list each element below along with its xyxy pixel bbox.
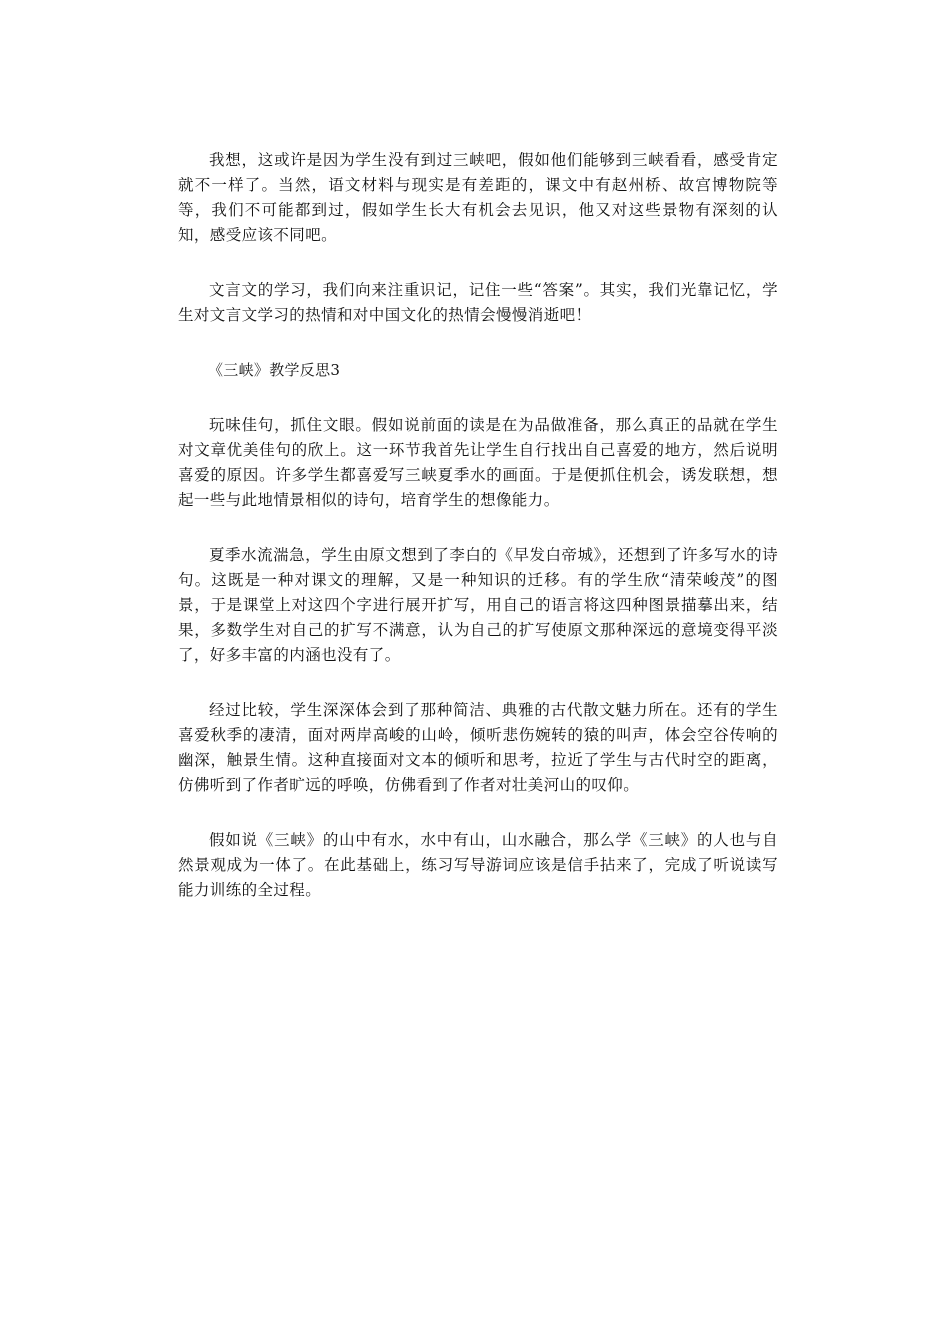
section-heading: 《三峡》教学反思3	[208, 361, 341, 379]
paragraph-2: 文言文的学习，我们向来注重识记，记住一些“答案”。其实，我们光靠记忆，学生对文言文学习的热情和对中国文化的热情会慢慢消逝吧！	[178, 281, 778, 324]
paragraph-1: 我想，这或许是因为学生没有到过三峡吧，假如他们能够到三峡看看，感受肯定就不一样了。当然，语文材料与现实是有差距的，课文中有赵州桥、故宫博物院等等，我们不可能都到过，假如学生长大有机会去见识，他又对这些景物有深刻的认知，感受应该不同吧。	[178, 151, 778, 244]
paragraph-5: 经过比较，学生深深体会到了那种简洁、典雅的古代散文魅力所在。还有的学生喜爱秋季的凄清，面对两岸高峻的山岭，倾听悲伤婉转的猿的叫声，体会空谷传响的幽深，触景生情。这种直接面对文本的倾听和思考，拉近了学生与古代时空的距离，仿佛听到了作者旷远的呼唤，仿佛看到了作者对壮美河山的叹仰。	[178, 701, 778, 794]
document-body	[178, 148, 778, 933]
paragraph-6: 假如说《三峡》的山中有水，水中有山，山水融合，那么学《三峡》的人也与自然景观成为一体了。在此基础上，练习写导游词应该是信手拈来了，完成了听说读写能力训练的全过程。	[178, 831, 778, 899]
paragraph-4: 夏季水流湍急，学生由原文想到了李白的《早发白帝城》，还想到了许多写水的诗句。这既是一种对课文的理解，又是一种知识的迁移。有的学生欣“清荣峻茂”的图景，于是课堂上对这四个字进行展开扩写，用自己的语言将这四种图景描摹出来，结果，多数学生对自己的扩写不满意，认为自己的扩写使原文那种深远的意境变得平淡了，好多丰富的内涵也没有了。	[178, 546, 778, 664]
paragraph-3: 玩味佳句，抓住文眼。假如说前面的读是在为品做准备，那么真正的品就在学生对文章优美佳句的欣上。这一环节我首先让学生自行找出自己喜爱的地方，然后说明喜爱的原因。许多学生都喜爱写三峡夏季水的画面。于是便抓住机会，诱发联想，想起一些与此地情景相似的诗句，培育学生的想像能力。	[178, 416, 778, 509]
